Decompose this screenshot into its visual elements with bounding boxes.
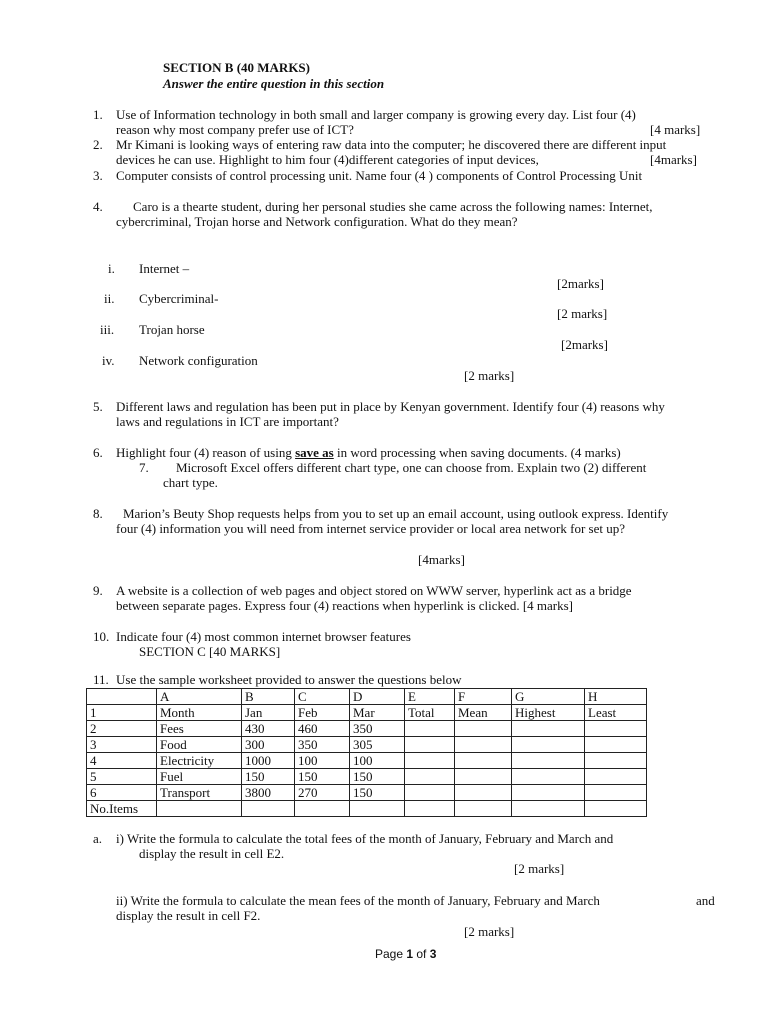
worksheet-row bbox=[87, 689, 647, 705]
worksheet-cell: Mar bbox=[350, 705, 405, 721]
worksheet-cell: H bbox=[585, 689, 647, 705]
q4-item-number: iv. bbox=[102, 353, 115, 368]
worksheet-cell: F bbox=[455, 689, 512, 705]
q6-emphasis: save as bbox=[295, 445, 334, 460]
q9-text-line1: A website is a collection of web pages and object stored on WWW server, hyperlink act as a bridge bbox=[116, 583, 632, 598]
q10-number: 10. bbox=[93, 629, 110, 644]
worksheet-cell: Jan bbox=[242, 705, 295, 721]
footer-prefix: Page bbox=[375, 947, 407, 961]
worksheet-cell: Mean bbox=[455, 705, 512, 721]
worksheet-cell bbox=[512, 801, 585, 817]
worksheet-cell bbox=[585, 737, 647, 753]
worksheet-cell: 350 bbox=[350, 721, 405, 737]
worksheet-cell: 5 bbox=[87, 769, 157, 785]
worksheet-cell bbox=[405, 721, 455, 737]
worksheet-cell: 2 bbox=[87, 721, 157, 737]
q3-text-line1: Computer consists of control processing unit. Name four (4 ) components of Control Processing Unit bbox=[116, 168, 643, 183]
section-b-instruction: Answer the entire question in this section bbox=[163, 76, 385, 91]
q8-marks: [4marks] bbox=[418, 552, 465, 567]
q4-number: 4. bbox=[93, 199, 103, 214]
worksheet-cell bbox=[585, 769, 647, 785]
q8-number: 8. bbox=[93, 506, 103, 521]
section-b-heading: SECTION B (40 MARKS) bbox=[163, 60, 310, 75]
q6-number: 6. bbox=[93, 445, 103, 460]
worksheet-cell: Electricity bbox=[157, 753, 242, 769]
worksheet-cell: 3 bbox=[87, 737, 157, 753]
worksheet-cell: G bbox=[512, 689, 585, 705]
worksheet-cell bbox=[157, 801, 242, 817]
qa-i-line2: display the result in cell E2. bbox=[139, 846, 285, 861]
worksheet-table bbox=[86, 688, 647, 817]
q6-text bbox=[116, 445, 621, 460]
worksheet-row bbox=[87, 737, 647, 753]
worksheet-row bbox=[87, 753, 647, 769]
qa-ii-marks: [2 marks] bbox=[464, 924, 515, 939]
q4-text-line1: Caro is a thearte student, during her personal studies she came across the following names: Internet, bbox=[133, 199, 653, 214]
worksheet-row bbox=[87, 801, 647, 817]
worksheet-cell bbox=[405, 769, 455, 785]
worksheet-cell: 100 bbox=[295, 753, 350, 769]
section-c-heading: SECTION C [40 MARKS] bbox=[139, 644, 281, 659]
worksheet-cell: 1 bbox=[87, 705, 157, 721]
q4-item-marks: [2marks] bbox=[561, 337, 608, 352]
q4-item-marks: [2 marks] bbox=[464, 368, 515, 383]
worksheet-cell: 1000 bbox=[242, 753, 295, 769]
footer-total-pages: 3 bbox=[429, 947, 437, 961]
worksheet-cell: 150 bbox=[350, 769, 405, 785]
worksheet-cell: E bbox=[405, 689, 455, 705]
q1-number: 1. bbox=[93, 107, 103, 122]
worksheet-cell: B bbox=[242, 689, 295, 705]
worksheet-cell bbox=[455, 769, 512, 785]
q4-item-marks: [2marks] bbox=[557, 276, 604, 291]
q9-text-line2: between separate pages. Express four (4) reactions when hyperlink is clicked. [4 marks] bbox=[116, 598, 573, 613]
worksheet-cell bbox=[405, 737, 455, 753]
q10-text-line1: Indicate four (4) most common internet browser features bbox=[116, 629, 411, 644]
worksheet-cell bbox=[585, 801, 647, 817]
q2-text-line1: Mr Kimani is looking ways of entering raw data into the computer; he discovered there are different input bbox=[116, 137, 667, 152]
worksheet-cell: Feb bbox=[295, 705, 350, 721]
worksheet-cell: Total bbox=[405, 705, 455, 721]
worksheet-cell: 4 bbox=[87, 753, 157, 769]
worksheet-cell: 305 bbox=[350, 737, 405, 753]
q6-text-pre: Highlight four (4) reason of using bbox=[116, 445, 296, 460]
worksheet-body bbox=[87, 689, 647, 817]
worksheet-cell: A bbox=[157, 689, 242, 705]
worksheet-cell bbox=[455, 737, 512, 753]
qa-ii-and: and bbox=[696, 893, 715, 908]
worksheet-cell bbox=[512, 785, 585, 801]
worksheet-cell bbox=[585, 753, 647, 769]
qa-label: a. bbox=[93, 831, 103, 846]
page-footer bbox=[375, 947, 436, 962]
worksheet-cell: Highest bbox=[512, 705, 585, 721]
worksheet-cell: Food bbox=[157, 737, 242, 753]
q6-text-post: in word processing when saving documents. (4 marks) bbox=[333, 445, 621, 460]
footer-of: of bbox=[413, 947, 430, 961]
q1-text-line1: Use of Information technology in both small and larger company is growing every day. List four (4) bbox=[116, 107, 636, 122]
q4-item-text: Cybercriminal- bbox=[139, 291, 219, 306]
worksheet-cell bbox=[295, 801, 350, 817]
worksheet-cell bbox=[87, 689, 157, 705]
qa-i-line1: i) Write the formula to calculate the total fees of the month of January, February and March and bbox=[116, 831, 614, 846]
worksheet-row bbox=[87, 721, 647, 737]
worksheet-row bbox=[87, 785, 647, 801]
q2-text-line2: devices he can use. Highlight to him four (4)different categories of input devices, bbox=[116, 152, 539, 167]
q4-item-number: ii. bbox=[104, 291, 115, 306]
q3-number: 3. bbox=[93, 168, 103, 183]
q5-number: 5. bbox=[93, 399, 103, 414]
q4-item-text: Internet – bbox=[139, 261, 190, 276]
q2-number: 2. bbox=[93, 137, 103, 152]
worksheet-cell: Least bbox=[585, 705, 647, 721]
worksheet-cell bbox=[455, 785, 512, 801]
worksheet-cell: Fees bbox=[157, 721, 242, 737]
worksheet-cell: 3800 bbox=[242, 785, 295, 801]
worksheet-cell: No.Items bbox=[87, 801, 157, 817]
q4-item-number: iii. bbox=[100, 322, 115, 337]
worksheet-cell: C bbox=[295, 689, 350, 705]
worksheet-cell bbox=[405, 785, 455, 801]
worksheet-cell bbox=[512, 721, 585, 737]
worksheet-cell: Fuel bbox=[157, 769, 242, 785]
worksheet-cell bbox=[455, 721, 512, 737]
worksheet-cell: Month bbox=[157, 705, 242, 721]
q1-marks: [4 marks] bbox=[650, 122, 701, 137]
worksheet-cell bbox=[585, 785, 647, 801]
worksheet-cell: 6 bbox=[87, 785, 157, 801]
worksheet-cell bbox=[455, 801, 512, 817]
qa-ii-line1: ii) Write the formula to calculate the mean fees of the month of January, February and March bbox=[116, 893, 600, 908]
q2-marks: [4marks] bbox=[650, 152, 697, 167]
worksheet-cell: D bbox=[350, 689, 405, 705]
worksheet-cell bbox=[350, 801, 405, 817]
worksheet-cell: 300 bbox=[242, 737, 295, 753]
q7-text-line2: chart type. bbox=[163, 475, 218, 490]
worksheet-cell: 150 bbox=[295, 769, 350, 785]
q1-text-line2: reason why most company prefer use of ICT? bbox=[116, 122, 354, 137]
worksheet-row bbox=[87, 705, 647, 721]
worksheet-cell bbox=[455, 753, 512, 769]
q4-item-marks: [2 marks] bbox=[557, 306, 608, 321]
worksheet-cell bbox=[405, 753, 455, 769]
q4-item-number: i. bbox=[108, 261, 115, 276]
worksheet-cell bbox=[512, 737, 585, 753]
worksheet-cell bbox=[512, 769, 585, 785]
footer-current-page: 1 bbox=[406, 947, 414, 961]
worksheet-cell: 270 bbox=[295, 785, 350, 801]
worksheet-cell bbox=[242, 801, 295, 817]
q8-text-line1: Marion’s Beuty Shop requests helps from you to set up an email account, using outlook express. Identify bbox=[123, 506, 669, 521]
q4-item-text: Trojan horse bbox=[139, 322, 205, 337]
q7-text-line1: Microsoft Excel offers different chart type, one can choose from. Explain two (2) different bbox=[176, 460, 647, 475]
q11-text-line1: Use the sample worksheet provided to answer the questions below bbox=[116, 672, 462, 687]
q5-text-line2: laws and regulations in ICT are important? bbox=[116, 414, 339, 429]
worksheet-cell: 100 bbox=[350, 753, 405, 769]
worksheet-cell bbox=[405, 801, 455, 817]
q9-number: 9. bbox=[93, 583, 103, 598]
qa-ii-line2: display the result in cell F2. bbox=[116, 908, 261, 923]
q7-number: 7. bbox=[139, 460, 149, 475]
worksheet-cell: 460 bbox=[295, 721, 350, 737]
worksheet-cell bbox=[585, 721, 647, 737]
q4-item-text: Network configuration bbox=[139, 353, 258, 368]
qa-i-marks: [2 marks] bbox=[514, 861, 565, 876]
worksheet-cell: 430 bbox=[242, 721, 295, 737]
worksheet-row bbox=[87, 769, 647, 785]
worksheet-cell: 150 bbox=[350, 785, 405, 801]
worksheet-cell: Transport bbox=[157, 785, 242, 801]
worksheet-cell bbox=[512, 753, 585, 769]
q5-text-line1: Different laws and regulation has been put in place by Kenyan government. Identify four (4) reasons why bbox=[116, 399, 665, 414]
worksheet-cell: 150 bbox=[242, 769, 295, 785]
q4-text-line2: cybercriminal, Trojan horse and Network configuration. What do they mean? bbox=[116, 214, 518, 229]
worksheet-cell: 350 bbox=[295, 737, 350, 753]
q11-number: 11. bbox=[93, 672, 109, 687]
q8-text-line2: four (4) information you will need from internet service provider or local area network for set up? bbox=[116, 521, 625, 536]
